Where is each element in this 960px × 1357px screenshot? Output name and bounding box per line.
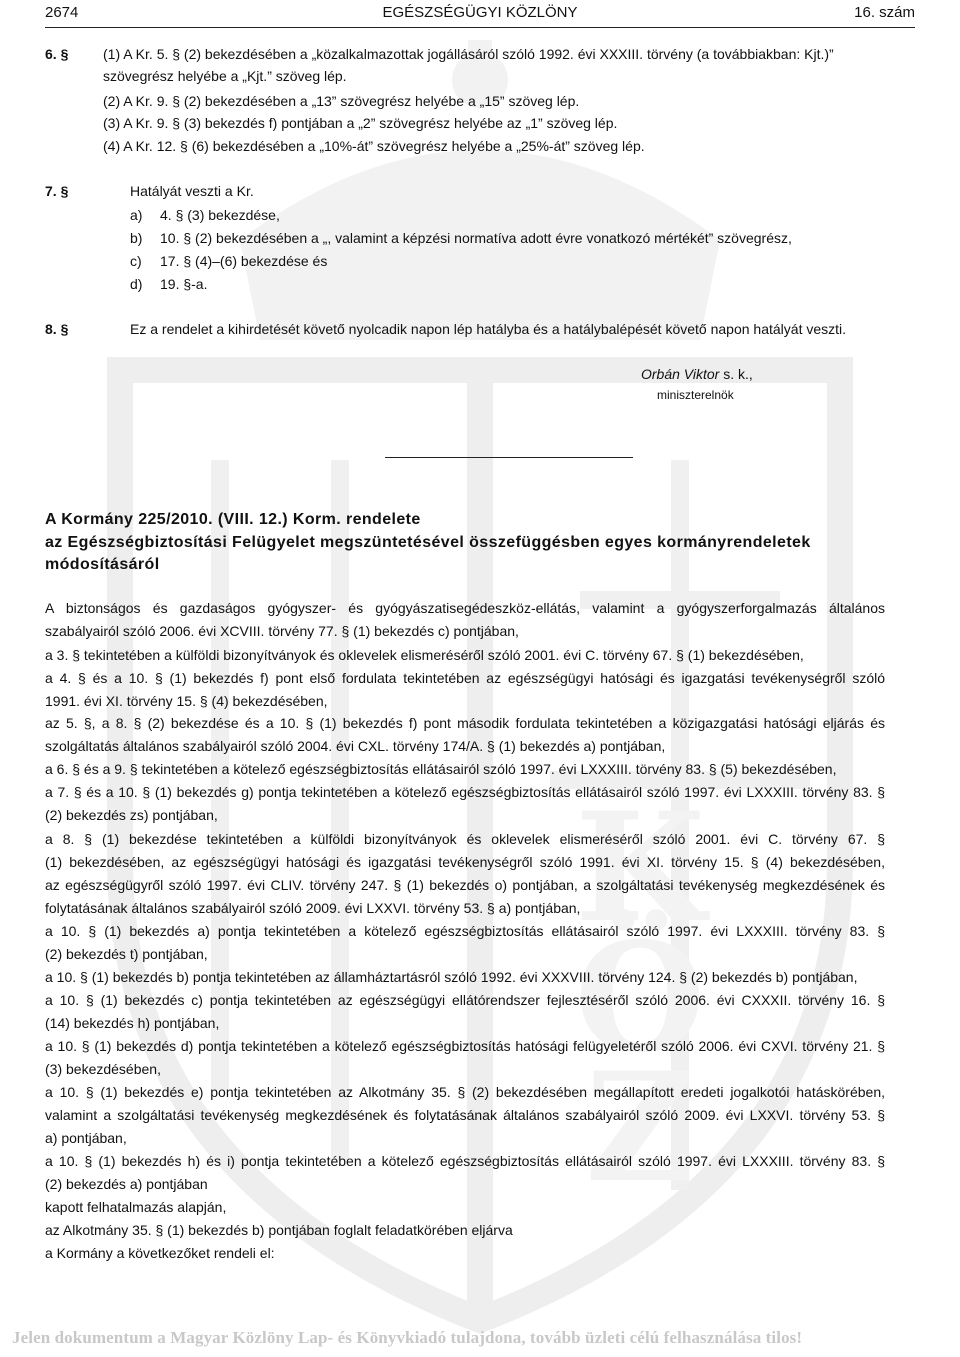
preamble-line: valamint a szolgáltatási tevékenység megkezdésének és folytatásának általános szabályairól szóló 2009. évi LXXVI. törvény 53. § (45, 1107, 885, 1123)
journal-title: EGÉSZSÉGÜGYI KÖZLÖNY (382, 4, 578, 21)
signatory-name: Orbán Viktor (641, 366, 720, 382)
section-6-paragraph-3: (3) A Kr. 9. § (3) bekezdés f) pontjában a „2” szövegrész helyébe az „1” szöveg lép. (103, 115, 618, 131)
decree-subtitle-cont: módosításáról (45, 556, 160, 573)
svg-text:Ö: Ö (574, 910, 706, 1086)
issue-number: 16. szám (854, 4, 915, 21)
section-7-item-text: 10. § (2) bekezdésében a „, valamint a képzési normatíva adott évre vonatkozó mértékét” szövegrész, (160, 230, 792, 246)
preamble-line: a 7. § és a 10. § (1) bekezdés g) pontja tekintetében a kötelező egészségbiztosítás ellátásairól szóló 1997. évi LXXXIII. törvény 83. § (45, 784, 885, 800)
section-6-paragraph-4: (4) A Kr. 12. § (6) bekezdésében a „10%-át” szövegrész helyébe a „25%-át” szöveg lép. (103, 138, 645, 154)
preamble-line: szabályairól szóló 2006. évi XCVIII. törvény 77. § (1) bekezdés c) pontjában, (45, 623, 519, 639)
preamble-line: (3) bekezdésében, (45, 1061, 161, 1077)
preamble-line: (2) bekezdés a) pontjában (45, 1176, 208, 1192)
preamble-line: a 8. § (1) bekezdése tekintetében a külföldi bizonyítványok és oklevelek elismeréséről szóló 2001. évi C. törvény 67. § (45, 831, 885, 847)
preamble-line: (2) bekezdés t) pontjában, (45, 946, 208, 962)
preamble-line: folytatásának általános szabályairól szóló 2009. évi LXXVI. törvény 53. § a) pontjában, (45, 900, 581, 916)
preamble-line: szolgáltatás általános szabályairól szóló 2004. évi CXL. törvény 174/A. § (1) bekezdés a) pontjában, (45, 738, 666, 754)
section-7-item-text: 4. § (3) bekezdése, (160, 207, 280, 223)
section-6-paragraph-1: (1) A Kr. 5. § (2) bekezdésében a „közalkalmazottak jogállásáról szóló 1992. évi XXXIII. törvény (a továbbiakban: Kjt.)” (103, 46, 834, 62)
preamble-line: kapott felhatalmazás alapján, (45, 1199, 227, 1215)
preamble-line: A biztonságos és gazdaságos gyógyszer- és gyógyászatisegédeszköz-ellátás, valamint a gyógyszerforgalmazás általános (45, 600, 885, 616)
section-6-paragraph-1-cont: szövegrész helyébe a „Kjt.” szöveg lép. (103, 68, 347, 84)
section-6-paragraph-2: (2) A Kr. 9. § (2) bekezdésében a „13” szövegrész helyébe a „15” szöveg lép. (103, 93, 580, 109)
section-7-item-label: a) (130, 207, 143, 223)
section-8-number: 8. § (45, 321, 69, 337)
preamble-line: (14) bekezdés h) pontjában, (45, 1015, 220, 1031)
preamble-line: a 4. § és a 10. § (1) bekezdés f) pont első fordulata tekintetében az egészségügyi hatósági és igazgatási tevékenységről szóló (45, 670, 885, 686)
signatory-title: miniszterelnök (657, 388, 734, 402)
preamble-line: a 3. § tekintetében a külföldi bizonyítványok és oklevelek elismeréséről szóló 2001. évi C. törvény 67. § (1) bekezdésében, (45, 647, 804, 663)
separator-line (385, 457, 633, 458)
preamble-line: a 10. § (1) bekezdés b) pontja tekintetében az államháztartásról szóló 1992. évi XXXVIII. törvény 124. § (2) bekezdés b) pontjában, (45, 969, 858, 985)
header-rule (45, 27, 915, 28)
section-7-intro: Hatályát veszti a Kr. (130, 183, 254, 199)
preamble-line: a Kormány a következőket rendeli el: (45, 1245, 275, 1261)
section-7-item-label: b) (130, 230, 143, 246)
section-7-item-label: c) (130, 253, 142, 269)
signature-block (641, 365, 753, 383)
preamble-line: az Alkotmány 35. § (1) bekezdés b) pontjában foglalt feladatkörében eljárva (45, 1222, 513, 1238)
preamble-line: az 5. §, a 8. § (2) bekezdése és a 10. § (1) bekezdés f) pont második fordulata tekintetében a közigazgatási hatósági eljárás és (45, 715, 885, 731)
svg-text:K: K (574, 780, 706, 956)
section-7-item-text: 17. § (4)–(6) bekezdése és (160, 253, 328, 269)
preamble-line: (2) bekezdés zs) pontjában, (45, 807, 218, 823)
decree-title: A Kormány 225/2010. (VIII. 12.) Korm. rendelete (45, 511, 421, 528)
section-8-text: Ez a rendelet a kihirdetését követő nyolcadik napon lép hatályba és a hatálybalépését követő napon hatályát veszti. (130, 321, 847, 337)
section-6-number: 6. § (45, 46, 69, 62)
page-header (45, 4, 915, 26)
preamble-line: a 10. § (1) bekezdés c) pontja tekintetében az egészségügyi ellátórendszer fejlesztéséről szóló 2006. évi CXXXII. törvény 16. § (45, 992, 885, 1008)
page-number: 2674 (45, 4, 79, 21)
section-7-number: 7. § (45, 183, 69, 199)
preamble-line: a 10. § (1) bekezdés a) pontja tekintetében a kötelező egészségbiztosítás ellátásairól szóló 1997. évi LXXXIII. törvény 83. § (45, 923, 885, 939)
preamble-line: a 6. § és a 9. § tekintetében a kötelező egészségbiztosítás ellátásairól szóló 1997. évi LXXXIII. törvény 83. § (5) bekezdésében, (45, 761, 837, 777)
preamble-line: a 10. § (1) bekezdés h) és i) pontja tekintetében a kötelező egészségbiztosítás ellátásairól szóló 1997. évi LXXXIII. törvény 83. § (45, 1153, 885, 1169)
svg-text:Z: Z (585, 1040, 695, 1216)
preamble-line: (1) bekezdésében, az egészségügyi hatósági és igazgatási tevékenységről szóló 1991. évi XI. törvény 15. § (4) bekezdésében, (45, 854, 885, 870)
decree-subtitle: az Egészségbiztosítási Felügyelet megszüntetésével összefüggésben egyes kormányrendeletek (45, 534, 811, 551)
preamble-line: a 10. § (1) bekezdés d) pontja tekintetében a kötelező egészségbiztosítás hatósági felügyeletéről szóló 2006. évi CXVI. törvény 21. § (45, 1038, 885, 1054)
preamble-line: a) pontjában, (45, 1130, 127, 1146)
section-7-item-text: 19. §-a. (160, 276, 208, 292)
preamble-line: az egészségügyről szóló 1997. évi CLIV. törvény 247. § (1) bekezdés o) pontjában, a szolgáltatási tevékenység megkezdésének és (45, 877, 885, 893)
signature-suffix: s. k., (719, 366, 753, 382)
section-7-item-label: d) (130, 276, 143, 292)
copyright-notice: Jelen dokumentum a Magyar Közlöny Lap- és Könyvkiadó tulajdona, tovább üzleti célú felhasználása tilos! (12, 1328, 803, 1347)
preamble-line: a 10. § (1) bekezdés e) pontja tekintetében az Alkotmány 35. § (2) bekezdésében megállapított eredeti jogalkotói hatáskörében, (45, 1084, 885, 1100)
preamble-line: 1991. évi XI. törvény 15. § (4) bekezdésében, (45, 693, 328, 709)
